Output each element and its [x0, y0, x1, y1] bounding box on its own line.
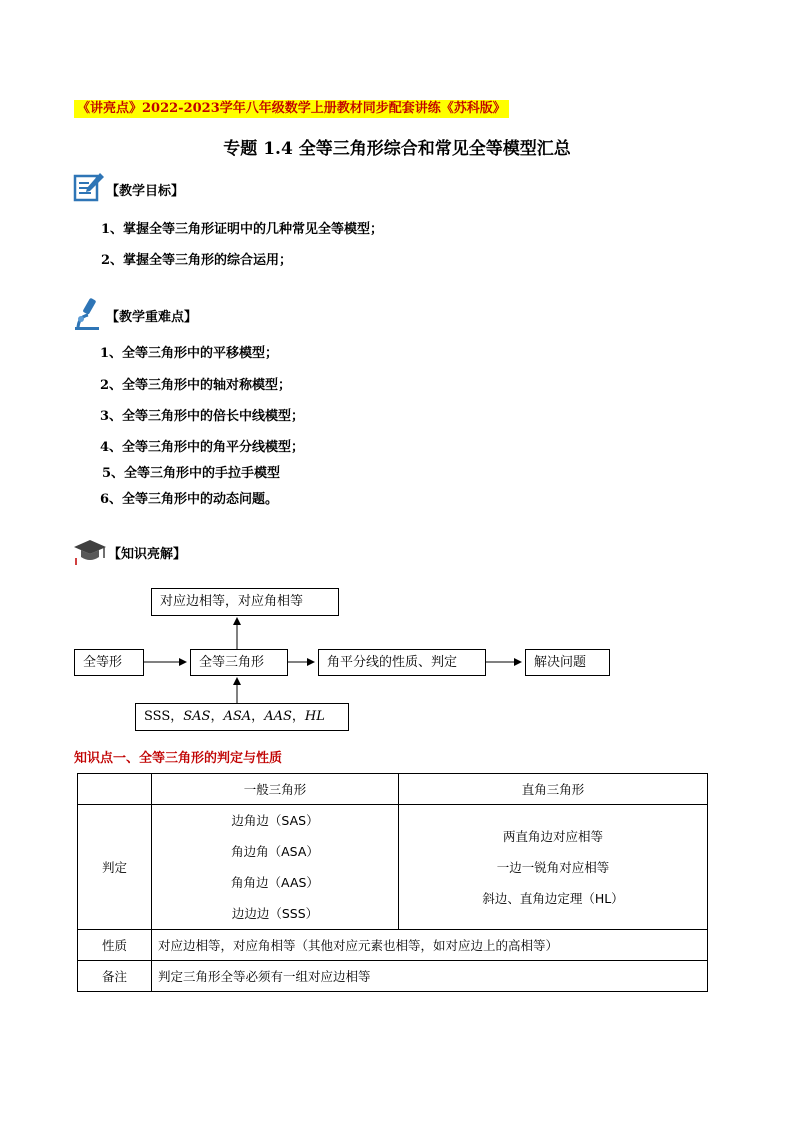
header-banner: 《讲亮点》2022-2023学年八年级数学上册教材同步配套讲练《苏科版》: [74, 100, 509, 118]
note-text: 判定三角形全等必须有一组对应边相等: [152, 961, 708, 992]
criterion-sss: SSS，: [144, 709, 184, 724]
key-point-item-6: 6、全等三角形中的动态问题。: [100, 492, 279, 507]
row-header-note: 备注: [78, 961, 152, 992]
goal-item-1: 1、掌握全等三角形证明中的几种常见全等模型；: [101, 222, 384, 237]
microscope-icon: [72, 297, 104, 335]
separator: ，: [291, 709, 305, 724]
key-point-item-2: 2、全等三角形中的轴对称模型；: [100, 378, 292, 393]
key-points-label: 【教学重难点】: [106, 310, 198, 325]
flow-box-center: 全等三角形: [190, 649, 288, 676]
table-row-note: [78, 961, 708, 992]
key-point-item-4: 4、全等三角形中的角平分线模型；: [100, 440, 305, 455]
goals-label: 【教学目标】: [106, 184, 185, 199]
judge-general-item: 角边角（ASA）: [231, 844, 319, 859]
flow-box-bottom: [135, 703, 349, 731]
graduation-cap-icon: [73, 538, 107, 570]
key-point-item-1: 1、全等三角形中的平移模型；: [100, 346, 279, 361]
judge-right-item: 两直角边对应相等: [502, 828, 603, 844]
goal-item-2: 2、掌握全等三角形的综合运用；: [101, 253, 293, 268]
prop-text: 对应边相等，对应角相等（其他对应元素也相等，如对应边上的高相等）: [152, 930, 708, 961]
page-title: 专题 1.4 全等三角形综合和常见全等模型汇总: [223, 139, 571, 159]
criterion-hl: HL: [304, 709, 325, 724]
judge-right-item: 斜边、直角边定理（HL）: [482, 890, 624, 906]
judge-general-item: 角角边（AAS）: [231, 875, 319, 890]
table-header-row: [78, 774, 708, 805]
criterion-aas: AAS: [264, 709, 292, 724]
flow-box-right1: 角平分线的性质、判定: [318, 649, 486, 676]
key-point-item-3: 3、全等三角形中的倍长中线模型；: [100, 409, 305, 424]
col-header-general: 一般三角形: [152, 774, 399, 805]
separator: ，: [251, 709, 265, 724]
judge-right-cell: [399, 805, 708, 930]
table-row-judge: [78, 805, 708, 930]
pencil-note-icon: [73, 171, 105, 207]
judge-general-item: 边角边（SAS）: [231, 813, 319, 828]
col-header-right: 直角三角形: [399, 774, 708, 805]
key-point-item-5: 5、全等三角形中的手拉手模型: [102, 466, 281, 481]
judge-general-item: 边边边（SSS）: [231, 906, 319, 921]
flow-box-left: 全等形: [74, 649, 144, 676]
table-corner-cell: [78, 774, 152, 805]
judge-right-item: 一边一锐角对应相等: [496, 859, 610, 875]
knowledge-table: [77, 773, 708, 992]
section1-title: 知识点一、全等三角形的判定与性质: [74, 751, 283, 766]
criterion-asa: ASA: [223, 709, 252, 724]
table-row-prop: [78, 930, 708, 961]
judge-general-cell: [152, 805, 399, 930]
knowledge-label: 【知识亮解】: [108, 547, 187, 562]
row-header-prop: 性质: [78, 930, 152, 961]
separator: ，: [210, 709, 224, 724]
flow-box-top: 对应边相等，对应角相等: [151, 588, 339, 616]
row-header-judge: 判定: [78, 805, 152, 930]
criterion-sas: SAS: [183, 709, 211, 724]
flow-box-right2: 解决问题: [525, 649, 610, 676]
